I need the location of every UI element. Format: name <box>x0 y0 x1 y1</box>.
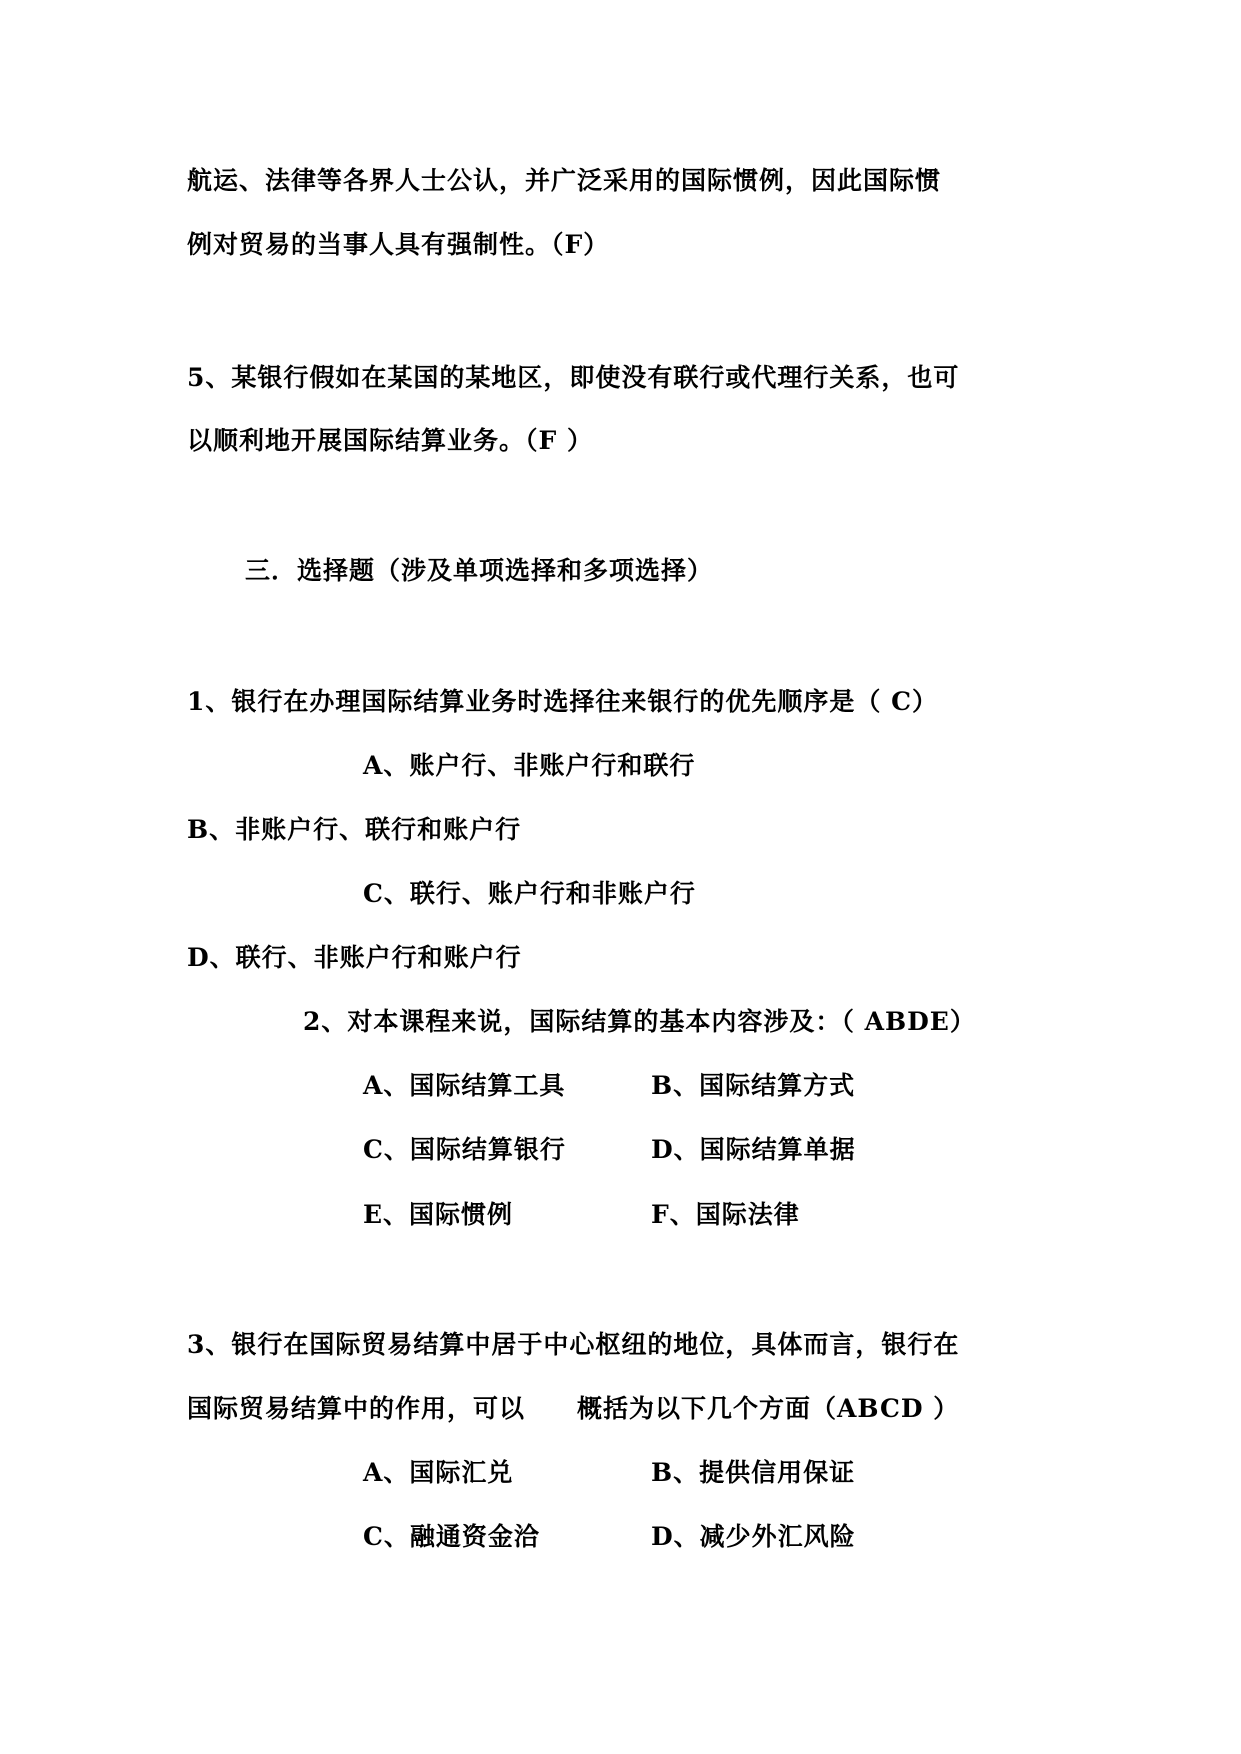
q2-option-b: B、国际结算方式 <box>651 1071 856 1100</box>
q3-option-b: B、提供信用保证 <box>651 1458 856 1487</box>
q3-stem-line1: 3、银行在国际贸易结算中居于中心枢纽的地位，具体而言，银行在 <box>187 1330 960 1359</box>
q2-option-d: D、国际结算单据 <box>651 1135 856 1164</box>
q2-option-a: A、国际结算工具 <box>363 1071 566 1100</box>
q1-stem: 1、银行在办理国际结算业务时选择往来银行的优先顺序是（ C） <box>187 687 938 716</box>
q3-option-a: A、国际汇兑 <box>363 1458 514 1487</box>
q1-option-c: C、联行、账户行和非账户行 <box>363 879 696 908</box>
q1-option-d: D、联行、非账户行和账户行 <box>187 943 522 972</box>
q2-option-e: E、国际惯例 <box>363 1200 514 1229</box>
q3-option-c: C、融通资金洽 <box>363 1522 540 1551</box>
q1-option-b: B、非账户行、联行和账户行 <box>187 815 522 844</box>
section-title: 三．选择题（涉及单项选择和多项选择） <box>245 556 714 585</box>
q2-stem: 2、对本课程来说，国际结算的基本内容涉及：（ ABDE） <box>303 1007 976 1036</box>
q1-option-a: A、账户行、非账户行和联行 <box>363 751 696 780</box>
q3-option-d: D、减少外汇风险 <box>651 1522 856 1551</box>
tf-q5-line1: 5、某银行假如在某国的某地区，即使没有联行或代理行关系，也可 <box>187 363 960 392</box>
tf-q4-line2: 例对贸易的当事人具有强制性。（F） <box>187 230 610 259</box>
q2-option-f: F、国际法律 <box>651 1200 800 1229</box>
tf-q4-line1: 航运、法律等各界人士公认，并广泛采用的国际惯例，因此国际惯 <box>187 166 942 195</box>
tf-q5-line2: 以顺利地开展国际结算业务。（F ） <box>187 426 593 455</box>
q2-option-c: C、国际结算银行 <box>363 1135 566 1164</box>
q3-stem-line2: 国际贸易结算中的作用，可以 概括为以下几个方面（ABCD ） <box>187 1394 960 1423</box>
